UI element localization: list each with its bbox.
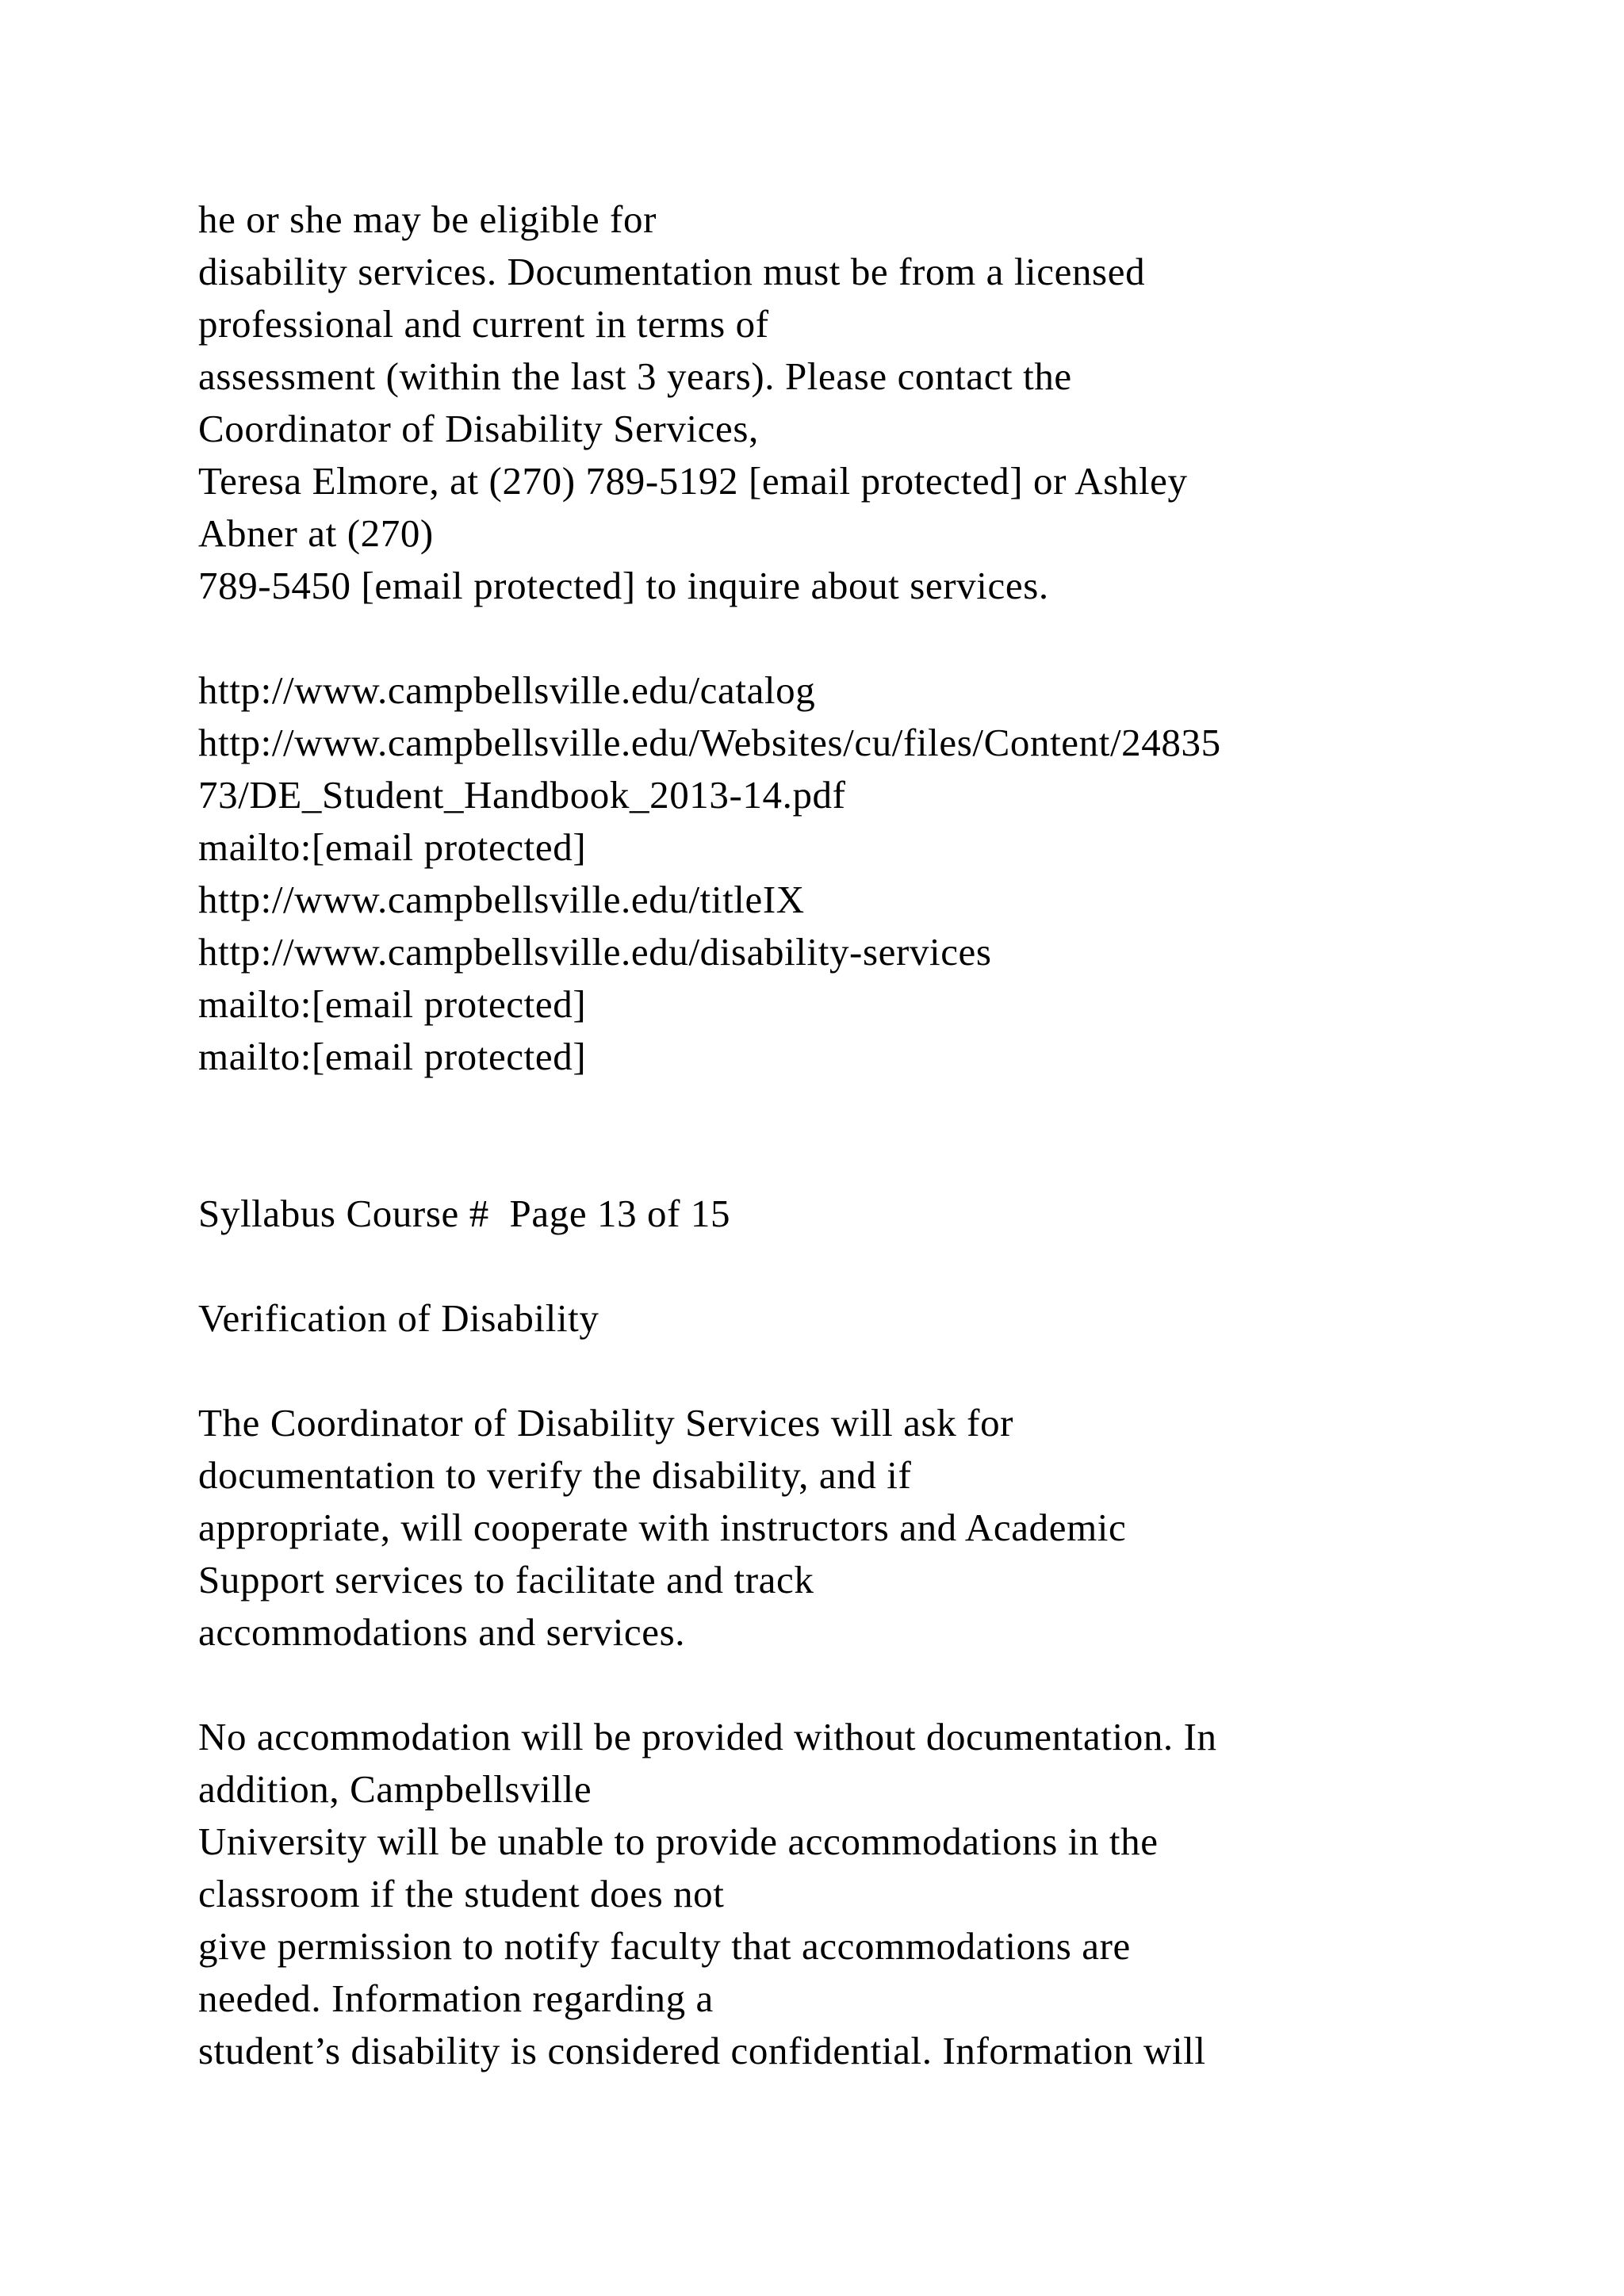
verification-paragraph: [198, 1397, 1594, 1659]
link-disability-services: http://www.campbellsville.edu/disability-services: [198, 930, 992, 974]
text-line: Coordinator of Disability Services,: [198, 407, 759, 450]
text-line: Abner at (270): [198, 511, 434, 555]
text-line: assessment (within the last 3 years). Please contact the: [198, 354, 1072, 398]
text-line: he or she may be eligible for: [198, 197, 657, 241]
text-line: disability services. Documentation must be from a licensed: [198, 250, 1146, 293]
link-handbook-cont: 73/DE_Student_Handbook_2013-14.pdf: [198, 773, 846, 817]
text-line: 789-5450 [email protected] to inquire about services.: [198, 564, 1049, 607]
text-line: appropriate, will cooperate with instructors and Academic: [198, 1506, 1127, 1549]
page-header-line: Syllabus Course # Page 13 of 15: [198, 1192, 731, 1235]
text-line: addition, Campbellsville: [198, 1767, 592, 1811]
link-mailto: mailto:[email protected]: [198, 1035, 587, 1078]
text-line: give permission to notify faculty that accommodations are: [198, 1924, 1131, 1968]
spacer: [198, 1659, 1594, 1711]
link-catalog: http://www.campbellsville.edu/catalog: [198, 668, 816, 712]
link-handbook: http://www.campbellsville.edu/Websites/cu/files/Content/24835: [198, 721, 1221, 764]
text-line: Teresa Elmore, at (270) 789-5192 [email protected] or Ashley: [198, 459, 1188, 503]
link-titleix: http://www.campbellsville.edu/titleIX: [198, 878, 805, 921]
link-mailto: mailto:[email protected]: [198, 982, 587, 1026]
text-line: professional and current in terms of: [198, 302, 769, 346]
section-title: Verification of Disability: [198, 1296, 599, 1340]
text-line: No accommodation will be provided without documentation. In: [198, 1715, 1217, 1758]
document-page: [198, 193, 1594, 2077]
text-line: documentation to verify the disability, and if: [198, 1453, 912, 1497]
text-line: University will be unable to provide accommodations in the: [198, 1820, 1159, 1863]
spacer: [198, 1345, 1594, 1397]
spacer: [198, 1240, 1594, 1292]
text-line: The Coordinator of Disability Services will ask for: [198, 1401, 1014, 1445]
link-mailto: mailto:[email protected]: [198, 825, 587, 869]
eligibility-paragraph: [198, 193, 1594, 612]
text-line: accommodations and services.: [198, 1610, 686, 1654]
text-line: student’s disability is considered confidential. Information will: [198, 2029, 1206, 2072]
spacer: [198, 612, 1594, 664]
spacer: [198, 1083, 1594, 1188]
link-list: [198, 664, 1594, 1083]
text-line: Support services to facilitate and track: [198, 1558, 814, 1601]
documentation-paragraph: [198, 1711, 1594, 2077]
text-line: classroom if the student does not: [198, 1872, 725, 1915]
text-line: needed. Information regarding a: [198, 1976, 714, 2020]
